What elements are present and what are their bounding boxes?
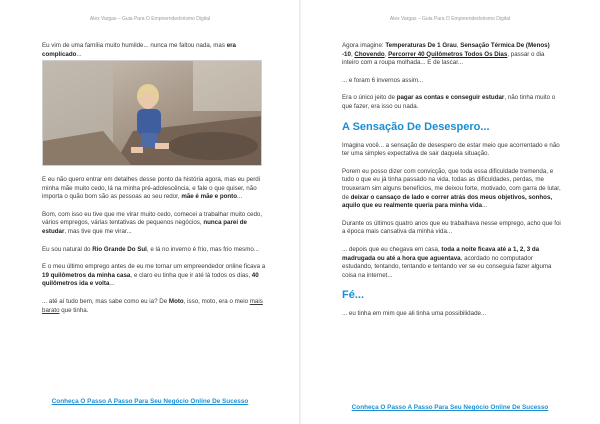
paragraph-imagine: Agora imagine: Temperaturas De 1 Grau, Sensação Térmica De (Menos) -10, Chovendo, Percorrer 40 Quilômetros Todos Os Dias, passar o dia inteiro com a roupa molhada... E de lascar... bbox=[342, 42, 550, 67]
intro-paragraph: Eu vim de uma família muito humilde... nunca me faltou nada, mas era complicado... bbox=[42, 42, 236, 58]
childhood-photo bbox=[42, 60, 262, 166]
running-header: Alex Vargas – Guia Para O Empreendedorismo Digital bbox=[389, 16, 511, 22]
paragraph-origin: Eu sou natural do Rio Grande Do Sul, e lá no inverno é frio, mas frio mesmo... bbox=[42, 245, 260, 253]
running-header: Alex Vargas – Guia Para O Empreendedorismo Digital bbox=[89, 16, 211, 22]
right-page bbox=[300, 0, 600, 424]
paragraph-quatro-anos: Durante os últimos quatro anos que eu trabalhava nesse emprego, acho que foi a época mais cansativa da minha vida... bbox=[342, 219, 561, 236]
paragraph-moto: ... até aí tudo bem, mas sabe como eu ia? De Moto, isso, moto, era o meio mais barato que tinha. bbox=[42, 297, 263, 314]
paragraph-conviccao: Porem eu posso dizer com convicção, que toda essa dificuldade tremenda, e tudo o que eu já tinha passado na vida, todas as dificuldades, perdas, me trouxeram sim alguns benefícios, me deixou forte, motivado, com garra de lutar, de deixar o cansaço de lado e correr atrás dos meus objetivos, sonhos, aquilo que eu realmente queria para minha vida... bbox=[342, 167, 561, 210]
left-body bbox=[42, 176, 268, 324]
paragraph-possibilidade: ... eu tinha em mim que ali tinha uma possibilidade... bbox=[342, 310, 487, 318]
paragraph-imagina: Imagina você... a sensação de desespero de estar meio que acorrentado e não ter uma simples expectativa de sair daquela situação. bbox=[342, 141, 560, 158]
paragraph-madrugada: ... depois que eu chegava em casa, toda a noite ficava até a 1, 2, 3 da madrugada ou até a hora que aguentava, acordado no computador estudando, tentando, tentando e tentando ver se eu conseguia fazer alguma coisa na internet... bbox=[342, 245, 552, 279]
paragraph-work: Bom, com isso eu tive que me virar muito cedo, comecei a trabalhar muito cedo, vários empregos, várias tentativas de pequenos negócios, nunca parei de estudar, mas tive que me virar... bbox=[42, 210, 263, 235]
paragraph-job: E o meu último emprego antes de eu me tornar um empreendedor online ficava a 19 quilômetros da minha casa, e claro eu tinha que ir até lá todos os dias, 40 quilômetros ida e volta... bbox=[42, 263, 266, 288]
section-heading-desespero: A Sensação De Desespero... bbox=[342, 120, 490, 133]
cta-link[interactable]: Conheça O Passo A Passo Para Seu Negócio Online De Sucesso bbox=[51, 398, 249, 405]
paragraph-mother: E eu não quero entrar em detalhes desse ponto da história agora, mas eu perdi minha mãe muito cedo, lá na minha pré-adolescência, e fale o que quiser, não importa o quão bom são as pessoas ao seu redor, mãe é mãe e ponto... bbox=[42, 176, 261, 201]
paragraph-winters: ... e foram 6 invernos assim... bbox=[342, 76, 424, 84]
section-heading-fe: Fé... bbox=[342, 289, 365, 302]
cta-link[interactable]: Conheça O Passo A Passo Para Seu Negócio Online De Sucesso bbox=[351, 404, 549, 411]
paragraph-only-way: Era o único jeito de pagar as contas e conseguir estudar, não tinha muito o que fazer, era isso ou nada. bbox=[342, 94, 556, 110]
right-content bbox=[342, 42, 562, 328]
